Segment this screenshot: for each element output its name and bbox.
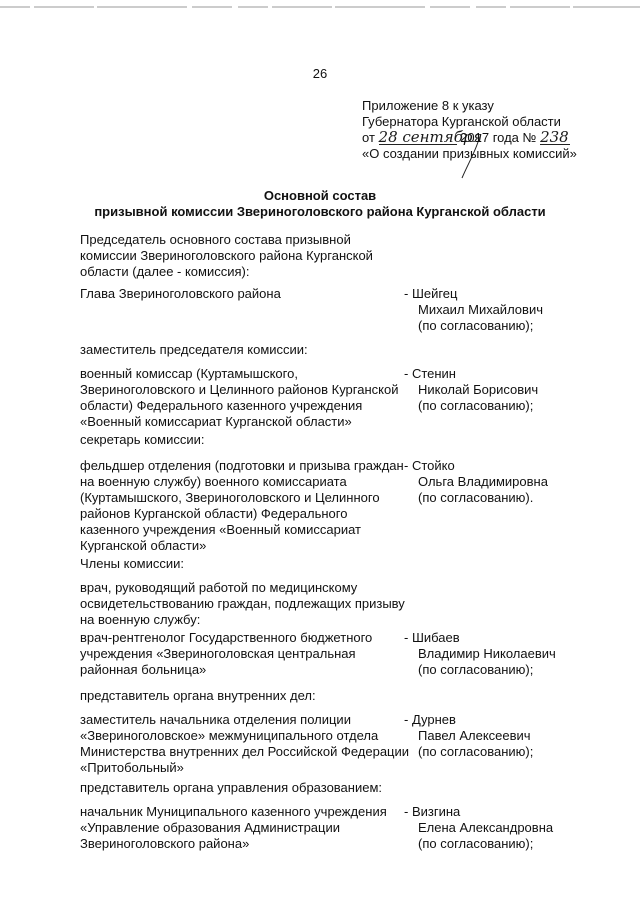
member-note: (по согласованию);	[418, 318, 534, 333]
title-line-1: Основной состав	[263, 188, 377, 203]
member-note: (по согласованию);	[418, 744, 534, 759]
member-given-names: Владимир Николаевич	[418, 646, 556, 661]
member-entry	[404, 458, 624, 506]
position-head-of-district: Глава Звериноголовского района	[80, 286, 281, 301]
section-secretary: секретарь комиссии:	[80, 432, 205, 447]
section-deputy-chairman: заместитель председателя комиссии:	[80, 342, 308, 357]
position-paramedic: фельдшер отделения (подготовки и призыва граждан на военную службу) военного комиссариата (Куртамышского, Звериноголовского и Целинного районов Курганской области) Федерального казенного учреждения «Военный комиссариат Курганской области»	[80, 458, 404, 553]
member-surname: - Шейгец	[404, 286, 458, 301]
member-surname: - Стойко	[404, 458, 455, 473]
member-entry	[404, 630, 624, 678]
section-education-representative: представитель органа управления образованием:	[80, 780, 383, 795]
member-surname: - Дурнев	[404, 712, 456, 727]
member-entry	[404, 712, 624, 760]
member-surname: - Стенин	[404, 366, 456, 381]
member-note: (по согласованию);	[418, 662, 534, 677]
appendix-year-label: 2017 года №	[460, 130, 537, 145]
handwritten-date: 28 сентября	[378, 128, 483, 146]
member-entry	[404, 286, 624, 334]
section-police-representative: представитель органа внутренних дел:	[80, 688, 316, 703]
member-surname: - Шибаев	[404, 630, 460, 645]
title-line-2: призывной комиссии Звериноголовского района Курганской области	[94, 204, 546, 219]
member-given-names: Елена Александровна	[418, 820, 554, 835]
scan-artifact-line	[0, 6, 640, 8]
chairman-intro: Председатель основного состава призывной комиссии Звериноголовского района Курганской области (далее - комиссия):	[80, 232, 373, 279]
member-entry	[404, 366, 624, 414]
position-radiologist: врач-рентгенолог Государственного бюджетного учреждения «Звериноголовская центральная районная больница»	[80, 630, 373, 677]
member-given-names: Павел Алексеевич	[418, 728, 531, 743]
page-number: 26	[312, 66, 328, 81]
pen-stroke-mark	[456, 140, 486, 180]
document-title	[0, 188, 640, 220]
appendix-date-prefix: от	[362, 130, 375, 145]
member-surname: - Визгина	[404, 804, 461, 819]
appendix-line-2: Губернатора Курганской области	[362, 114, 561, 129]
appendix-line-1: Приложение 8 к указу	[362, 98, 494, 113]
member-note: (по согласованию);	[418, 836, 534, 851]
position-education-head: начальник Муниципального казенного учреждения «Управление образования Администрации Звериноголовского района»	[80, 804, 387, 851]
member-entry	[404, 804, 624, 852]
section-medical-doctor: врач, руководящий работой по медицинскому освидетельствованию граждан, подлежащих призыву на военную службу:	[80, 580, 405, 627]
handwritten-number: 238	[540, 128, 569, 146]
section-members: Члены комиссии:	[80, 556, 185, 571]
member-note: (по согласованию).	[418, 490, 534, 505]
member-note: (по согласованию);	[418, 398, 534, 413]
position-military-commissar: военный комиссар (Куртамышского, Звериноголовского и Целинного районов Курганской области) Федерального казенного учреждения «Военный комиссариат Курганской области»	[80, 366, 399, 429]
appendix-line-4: «О создании призывных комиссий»	[362, 146, 577, 161]
position-deputy-police-chief: заместитель начальника отделения полиции «Звериноголовское» межмуниципального отдела Министерства внутренних дел Российской Федерации «Притобольный»	[80, 712, 410, 775]
member-given-names: Ольга Владимировна	[418, 474, 548, 489]
member-given-names: Николай Борисович	[418, 382, 539, 397]
member-given-names: Михаил Михайлович	[418, 302, 543, 317]
